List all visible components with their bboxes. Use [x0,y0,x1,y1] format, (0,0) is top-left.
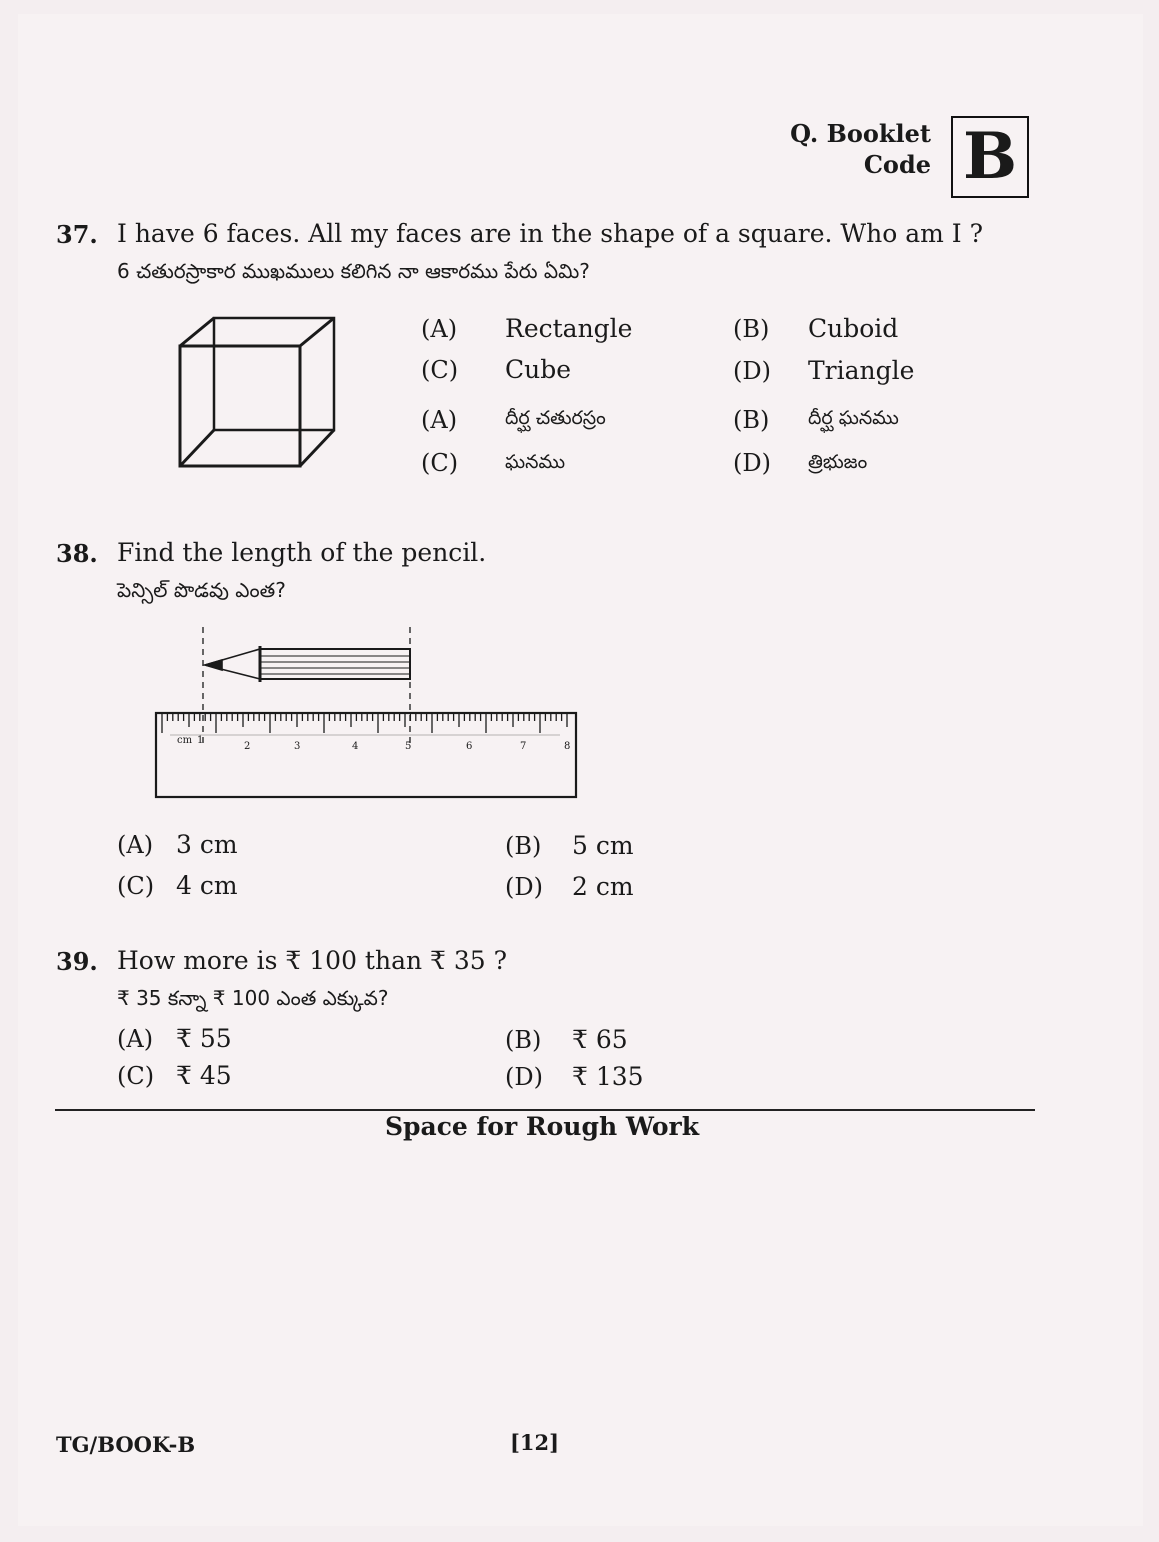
footer-booklet-code: TG/BOOK-B [56,1432,196,1457]
rough-work-label: Space for Rough Work [384,1112,700,1141]
q39-option-a-letter: (A) [117,1025,154,1053]
q37-option-c[interactable]: Cube [505,355,572,384]
ruler-tick-label: 7 [520,741,527,752]
q39-option-d[interactable]: ₹ 135 [572,1062,644,1091]
q39-option-d-letter: (D) [505,1063,543,1091]
booklet-code: B [962,119,1018,194]
question-38-number: 38. [56,539,98,568]
question-38-text: Find the length of the pencil. [117,538,487,567]
question-37-number: 37. [56,220,98,249]
q37-option-a[interactable]: Rectangle [505,314,633,343]
question-39-telugu: ₹ 35 కన్నా ₹ 100 ఎంత ఎక్కువ? [117,986,389,1010]
q37-telugu-option-c[interactable]: ఘనము [505,451,566,473]
ruler-tick-label: 4 [352,741,359,752]
question-37-telugu: 6 చతురస్రాకార ముఖములు కలిగిన నా ఆకారము పేరు ఏమి? [117,259,590,283]
q38-option-c[interactable]: 4 cm [176,871,238,900]
booklet-code-label: Q. Booklet Code [790,119,931,179]
question-38-telugu: పెన్సిల్ పొడవు ఎంత? [117,578,286,602]
question-39-text: How more is ₹ 100 than ₹ 35 ? [117,946,508,975]
ruler-tick-label: 1 [197,735,204,746]
pencil-ruler-figure [150,625,582,805]
page-number: [12] [510,1430,560,1455]
q37-telugu-option-b-letter: (B) [733,406,770,434]
q37-telugu-option-a-letter: (A) [421,406,458,434]
q37-telugu-option-d[interactable]: త్రిభుజం [808,451,868,473]
ruler-tick-label: 8 [564,741,571,752]
ruler-tick-label: 2 [244,741,251,752]
question-37-text: I have 6 faces. All my faces are in the shape of a square. Who am I ? [117,219,983,248]
ruler-tick-label: 5 [405,741,412,752]
q37-telugu-option-c-letter: (C) [421,449,459,477]
q38-option-d-letter: (D) [505,873,543,901]
q38-option-b[interactable]: 5 cm [572,831,634,860]
booklet-code-box [951,116,1029,198]
q38-option-a[interactable]: 3 cm [176,830,238,859]
q37-option-d-letter: (D) [733,357,771,385]
q38-option-a-letter: (A) [117,831,154,859]
q38-option-c-letter: (C) [117,872,155,900]
q37-telugu-option-a[interactable]: దీర్ఘ చతురస్రం [505,407,606,429]
ruler-unit-label: cm [177,735,193,746]
q39-option-b-letter: (B) [505,1026,542,1054]
ruler [156,713,576,797]
q37-telugu-option-d-letter: (D) [733,449,771,477]
q37-option-d[interactable]: Triangle [808,356,915,385]
pencil [205,646,410,682]
question-39-number: 39. [56,947,98,976]
q37-option-c-letter: (C) [421,356,459,384]
measure-guides [203,627,410,743]
rough-work-divider [55,1109,1035,1111]
q39-option-a[interactable]: ₹ 55 [176,1024,232,1053]
ruler-labels [177,735,570,752]
q39-option-c-letter: (C) [117,1062,155,1090]
q37-telugu-option-b[interactable]: దీర్ఘ ఘనము [808,407,899,429]
q37-option-b-letter: (B) [733,315,770,343]
ruler-tick-label: 3 [294,741,301,752]
q39-option-b[interactable]: ₹ 65 [572,1025,628,1054]
q37-option-b[interactable]: Cuboid [808,314,899,343]
q39-option-c[interactable]: ₹ 45 [176,1061,232,1090]
q38-option-d[interactable]: 2 cm [572,872,634,901]
cube-figure [170,308,350,478]
ruler-tick-label: 6 [466,741,473,752]
q38-option-b-letter: (B) [505,832,542,860]
q37-option-a-letter: (A) [421,315,458,343]
